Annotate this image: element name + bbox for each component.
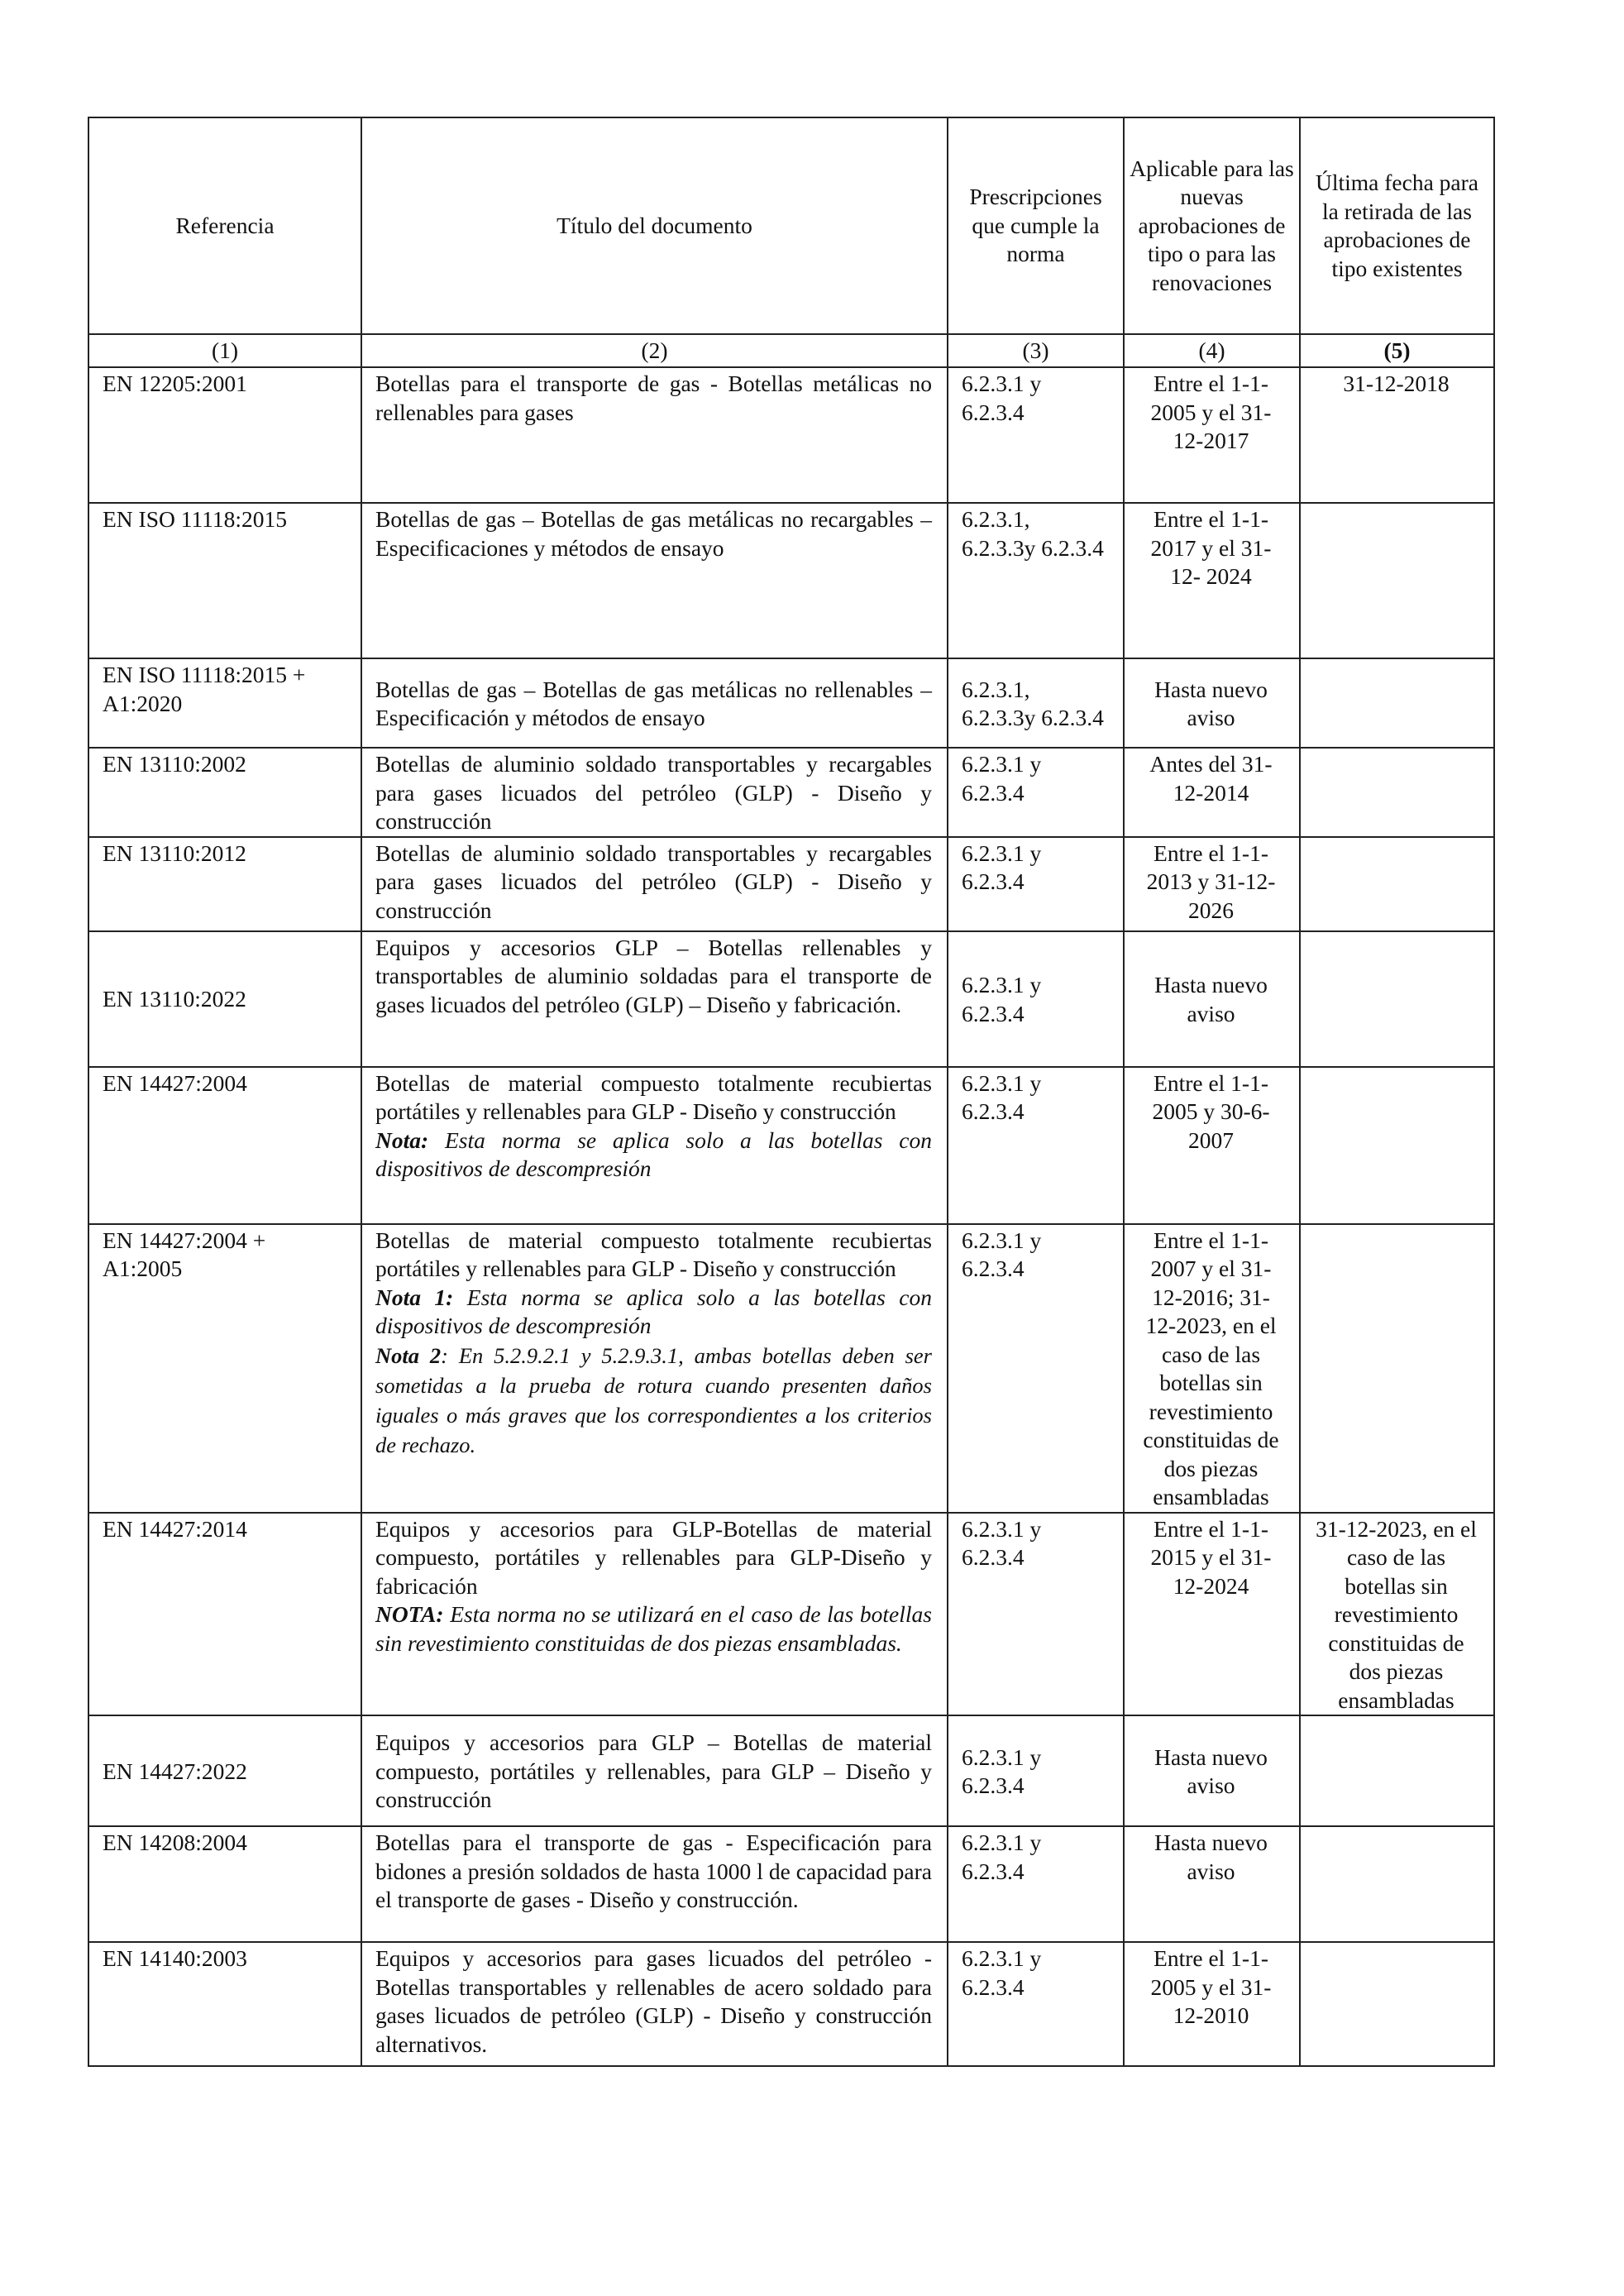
- cell-ultima-fecha: [1300, 658, 1494, 748]
- note-label: Nota:: [375, 1126, 429, 1153]
- cell-titulo: Botellas de gas – Botellas de gas metálicas no recargables – Especificaciones y métodos de ensayo: [361, 503, 948, 658]
- cell-ultima-fecha: [1300, 503, 1494, 658]
- cell-ultima-fecha: 31-12-2023, en el caso de las botellas sin revestimiento constituidas de dos piezas ensambladas: [1300, 1513, 1494, 1716]
- column-number: (2): [361, 334, 948, 367]
- note-text: [375, 1600, 932, 1657]
- cell-titulo: [361, 1067, 948, 1224]
- cell-titulo: [361, 1224, 948, 1513]
- table-row: [88, 1513, 1494, 1716]
- table-row: [88, 748, 1494, 837]
- cell-ultima-fecha: [1300, 1715, 1494, 1826]
- note-body: Esta norma se aplica solo a las botellas con dispositivos de descompresión: [375, 1284, 932, 1338]
- column-number: (4): [1124, 334, 1300, 367]
- table-row: [88, 837, 1494, 931]
- cell-prescripciones: 6.2.3.1 y 6.2.3.4: [948, 1513, 1124, 1716]
- cell-prescripciones: 6.2.3.1 y 6.2.3.4: [948, 1224, 1124, 1513]
- cell-ultima-fecha: [1300, 931, 1494, 1067]
- cell-ultima-fecha: [1300, 1224, 1494, 1513]
- cell-aplicable: Entre el 1-1-2015 y el 31-12-2024: [1124, 1513, 1300, 1716]
- cell-prescripciones: 6.2.3.1 y 6.2.3.4: [948, 931, 1124, 1067]
- cell-prescripciones: 6.2.3.1 y 6.2.3.4: [948, 1942, 1124, 2066]
- cell-referencia: EN 13110:2022: [88, 931, 361, 1067]
- note-body: Esta norma se aplica solo a las botellas con dispositivos de descompresión: [375, 1126, 932, 1181]
- note-label: Nota 2: [375, 1342, 442, 1368]
- column-number: (1): [88, 334, 361, 367]
- cell-referencia: EN ISO 11118:2015: [88, 503, 361, 658]
- note-label: Nota 1:: [375, 1284, 454, 1310]
- header-ultima-fecha: Última fecha para la retirada de las aprobaciones de tipo existentes: [1300, 117, 1494, 334]
- cell-aplicable: Entre el 1-1-2005 y el 31-12-2017: [1124, 367, 1300, 503]
- table-row: [88, 658, 1494, 748]
- header-titulo: Título del documento: [361, 117, 948, 334]
- header-referencia: Referencia: [88, 117, 361, 334]
- header-aplicable: Aplicable para las nuevas aprobaciones de tipo o para las renovaciones: [1124, 117, 1300, 334]
- note-text: [375, 1126, 932, 1184]
- cell-referencia: EN 14427:2022: [88, 1715, 361, 1826]
- cell-aplicable: Hasta nuevo aviso: [1124, 931, 1300, 1067]
- cell-aplicable: Entre el 1-1-2007 y el 31-12-2016; 31-12-2023, en el caso de las botellas sin revestimiento constituidas de dos piezas ensambladas: [1124, 1224, 1300, 1513]
- header-prescripciones: Prescripciones que cumple la norma: [948, 117, 1124, 334]
- cell-ultima-fecha: 31-12-2018: [1300, 367, 1494, 503]
- title-text: Equipos y accesorios para GLP-Botellas de material compuesto, portátiles y rellenables para GLP-Diseño y fabricación: [375, 1515, 932, 1599]
- table-row: [88, 1942, 1494, 2066]
- cell-prescripciones: 6.2.3.1, 6.2.3.3y 6.2.3.4: [948, 503, 1124, 658]
- table-row: [88, 1826, 1494, 1942]
- cell-aplicable: Antes del 31-12-2014: [1124, 748, 1300, 837]
- cell-titulo: Botellas de gas – Botellas de gas metálicas no rellenables – Especificación y métodos de ensayo: [361, 658, 948, 748]
- table-row: [88, 1224, 1494, 1513]
- cell-aplicable: Hasta nuevo aviso: [1124, 1715, 1300, 1826]
- cell-ultima-fecha: [1300, 1067, 1494, 1224]
- title-text: Botellas de material compuesto totalmente recubiertas portátiles y rellenables para GLP - Diseño y construcción: [375, 1069, 932, 1124]
- cell-prescripciones: 6.2.3.1 y 6.2.3.4: [948, 367, 1124, 503]
- title-text: Botellas de material compuesto totalmente recubiertas portátiles y rellenables para GLP - Diseño y construcción: [375, 1227, 932, 1281]
- cell-referencia: EN 14140:2003: [88, 1942, 361, 2066]
- cell-aplicable: Entre el 1-1-2005 y 30-6-2007: [1124, 1067, 1300, 1224]
- cell-aplicable: Hasta nuevo aviso: [1124, 1826, 1300, 1942]
- column-number: (3): [948, 334, 1124, 367]
- cell-referencia: EN ISO 11118:2015 + A1:2020: [88, 658, 361, 748]
- cell-aplicable: Hasta nuevo aviso: [1124, 658, 1300, 748]
- cell-referencia: EN 13110:2012: [88, 837, 361, 931]
- cell-referencia: EN 12205:2001: [88, 367, 361, 503]
- cell-titulo: [361, 1513, 948, 1716]
- note-label: NOTA:: [375, 1601, 444, 1627]
- table-row: [88, 1067, 1494, 1224]
- cell-prescripciones: 6.2.3.1, 6.2.3.3y 6.2.3.4: [948, 658, 1124, 748]
- cell-prescripciones: 6.2.3.1 y 6.2.3.4: [948, 748, 1124, 837]
- cell-titulo: Botellas para el transporte de gas - Botellas metálicas no rellenables para gases: [361, 367, 948, 503]
- cell-ultima-fecha: [1300, 837, 1494, 931]
- cell-titulo: Botellas de aluminio soldado transportables y recargables para gases licuados del petróleo (GLP) - Diseño y construcción: [361, 748, 948, 837]
- cell-referencia: EN 14427:2014: [88, 1513, 361, 1716]
- table-row: [88, 503, 1494, 658]
- cell-aplicable: Entre el 1-1-2017 y el 31-12- 2024: [1124, 503, 1300, 658]
- cell-prescripciones: 6.2.3.1 y 6.2.3.4: [948, 1067, 1124, 1224]
- cell-ultima-fecha: [1300, 1826, 1494, 1942]
- table-row: [88, 367, 1494, 503]
- table-row: [88, 931, 1494, 1067]
- note-text: [375, 1284, 932, 1341]
- column-number-row: [88, 334, 1494, 367]
- standards-table: [88, 117, 1495, 2067]
- cell-prescripciones: 6.2.3.1 y 6.2.3.4: [948, 1826, 1124, 1942]
- note-text: [375, 1341, 932, 1460]
- cell-titulo: Equipos y accesorios para gases licuados del petróleo - Botellas transportables y rellenables de acero soldado para gases licuados de petróleo (GLP) - Diseño y construcción alternativos.: [361, 1942, 948, 2066]
- cell-referencia: EN 13110:2002: [88, 748, 361, 837]
- note-body: : En 5.2.9.2.1 y 5.2.9.3.1, ambas botellas deben ser sometidas a la prueba de rotura cuando presenten daños iguales o más graves que los correspondientes a los criterios de rechazo.: [375, 1342, 932, 1457]
- cell-aplicable: Entre el 1-1-2013 y 31-12-2026: [1124, 837, 1300, 931]
- cell-referencia: EN 14427:2004 + A1:2005: [88, 1224, 361, 1513]
- cell-titulo: Botellas de aluminio soldado transportables y recargables para gases licuados del petróleo (GLP) - Diseño y construcción: [361, 837, 948, 931]
- cell-referencia: EN 14427:2004: [88, 1067, 361, 1224]
- cell-prescripciones: 6.2.3.1 y 6.2.3.4: [948, 1715, 1124, 1826]
- cell-referencia: EN 14208:2004: [88, 1826, 361, 1942]
- cell-titulo: Equipos y accesorios GLP – Botellas rellenables y transportables de aluminio soldadas para el transporte de gases licuados del petróleo (GLP) – Diseño y fabricación.: [361, 931, 948, 1067]
- column-number: (5): [1300, 334, 1494, 367]
- cell-prescripciones: 6.2.3.1 y 6.2.3.4: [948, 837, 1124, 931]
- header-row: [88, 117, 1494, 334]
- cell-ultima-fecha: [1300, 1942, 1494, 2066]
- note-body: Esta norma no se utilizará en el caso de las botellas sin revestimiento constituidas de dos piezas ensambladas.: [375, 1601, 932, 1656]
- cell-ultima-fecha: [1300, 748, 1494, 837]
- cell-aplicable: Entre el 1-1-2005 y el 31-12-2010: [1124, 1942, 1300, 2066]
- cell-titulo: Equipos y accesorios para GLP – Botellas de material compuesto, portátiles y rellenables, para GLP – Diseño y construcción: [361, 1715, 948, 1826]
- table-row: [88, 1715, 1494, 1826]
- cell-titulo: Botellas para el transporte de gas - Especificación para bidones a presión soldados de hasta 1000 l de capacidad para el transporte de gases - Diseño y construcción.: [361, 1826, 948, 1942]
